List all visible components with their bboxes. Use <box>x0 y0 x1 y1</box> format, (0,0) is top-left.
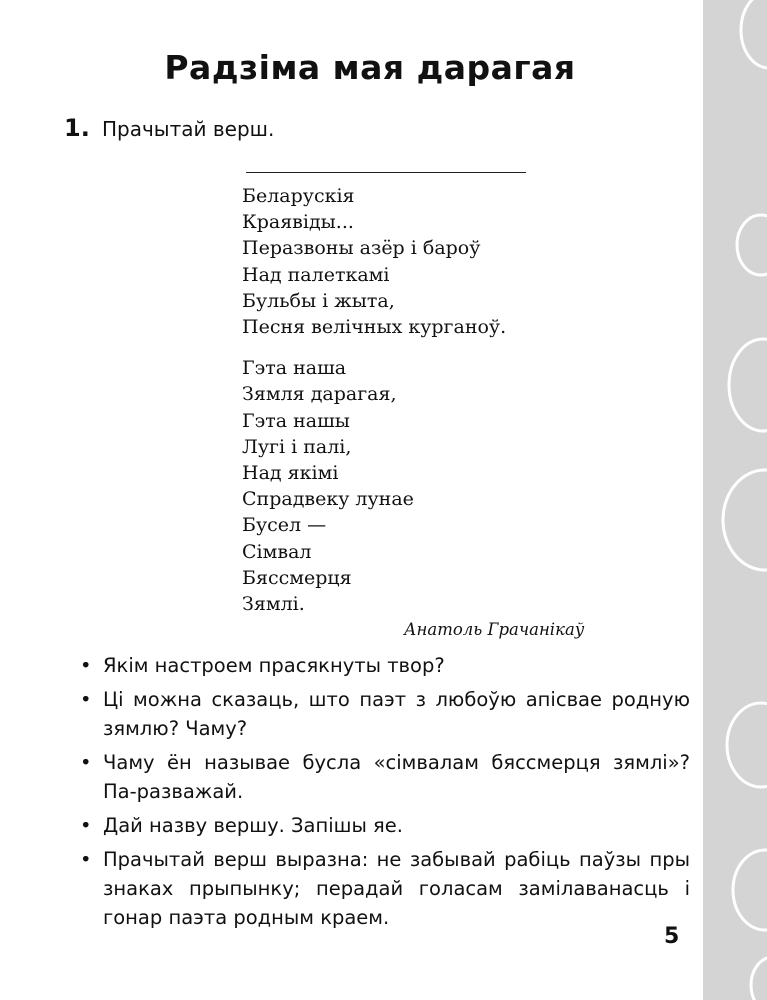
poem-stanza <box>242 183 506 340</box>
bullet-icon: • <box>80 654 92 677</box>
question-item <box>80 811 690 840</box>
poem-line: Зямлі. <box>242 593 305 616</box>
poem-line: Бульбы і жыта, <box>242 289 395 312</box>
poem-line: Бусел — <box>242 514 327 537</box>
decorative-side-band <box>703 0 767 1000</box>
task-header <box>64 114 274 142</box>
decorative-circle <box>723 470 767 570</box>
task-number: 1. <box>64 114 90 142</box>
poem-line: Над якімі <box>242 462 339 485</box>
task-instruction: Прачытай верш. <box>102 117 275 141</box>
poem-divider <box>246 172 526 173</box>
page-number: 5 <box>664 924 680 949</box>
page-title: Радзіма мая дарагая <box>164 48 576 87</box>
question-list <box>80 651 690 937</box>
poem-line: Краявіды... <box>242 211 354 234</box>
question-item <box>80 845 690 932</box>
poem-line: Беларускія <box>242 185 355 207</box>
poem-line: Лугі і палі, <box>242 435 352 458</box>
poem-line: Песня велічных курганоў. <box>242 316 507 339</box>
poem-line: Гэта наша <box>242 357 347 380</box>
poem-line: Над палеткамі <box>242 263 390 286</box>
bullet-icon: • <box>80 814 92 837</box>
question-item <box>80 748 690 806</box>
poem-line: Перазвоны азёр і бароў <box>242 237 481 260</box>
poem-stanza <box>242 355 506 617</box>
decorative-circle <box>727 703 767 787</box>
poem-line: Гэта нашы <box>242 409 350 432</box>
bullet-icon: • <box>80 848 92 871</box>
question-text: Чаму ён называе бусла «сімвалам бяссмерця зямлі»? Па-разважай. <box>103 751 690 803</box>
question-text: Якім настроем прасякнуты твор? <box>103 654 445 677</box>
poem-line: Спрадвеку лунае <box>242 488 414 511</box>
decorative-circle <box>729 339 767 431</box>
decorative-circle <box>741 0 767 68</box>
question-text: Дай назву вершу. Запішы яе. <box>103 814 403 837</box>
poem <box>242 183 506 617</box>
question-text: Прачытай верш выразна: не забывай рабіць паўзы пры знаках прыпынку; перадай голасам замілаванасць і гонар паэта родным краем. <box>103 848 690 929</box>
question-item <box>80 685 690 743</box>
decorative-circle <box>751 957 767 1000</box>
poem-line: Зямля дарагая, <box>242 383 397 406</box>
poem-line: Сімвал <box>242 540 312 563</box>
poem-line: Бяссмерця <box>242 566 352 589</box>
decorative-circles <box>703 0 767 1000</box>
question-item <box>80 651 690 680</box>
decorative-circle <box>733 850 767 930</box>
bullet-icon: • <box>80 688 92 711</box>
poem-author: Анатоль Грачанікаў <box>404 620 585 639</box>
bullet-icon: • <box>80 751 92 774</box>
question-text: Ці можна сказаць, што паэт з любоўю апісвае родную зямлю? Чаму? <box>103 688 690 740</box>
decorative-circle <box>737 215 767 275</box>
